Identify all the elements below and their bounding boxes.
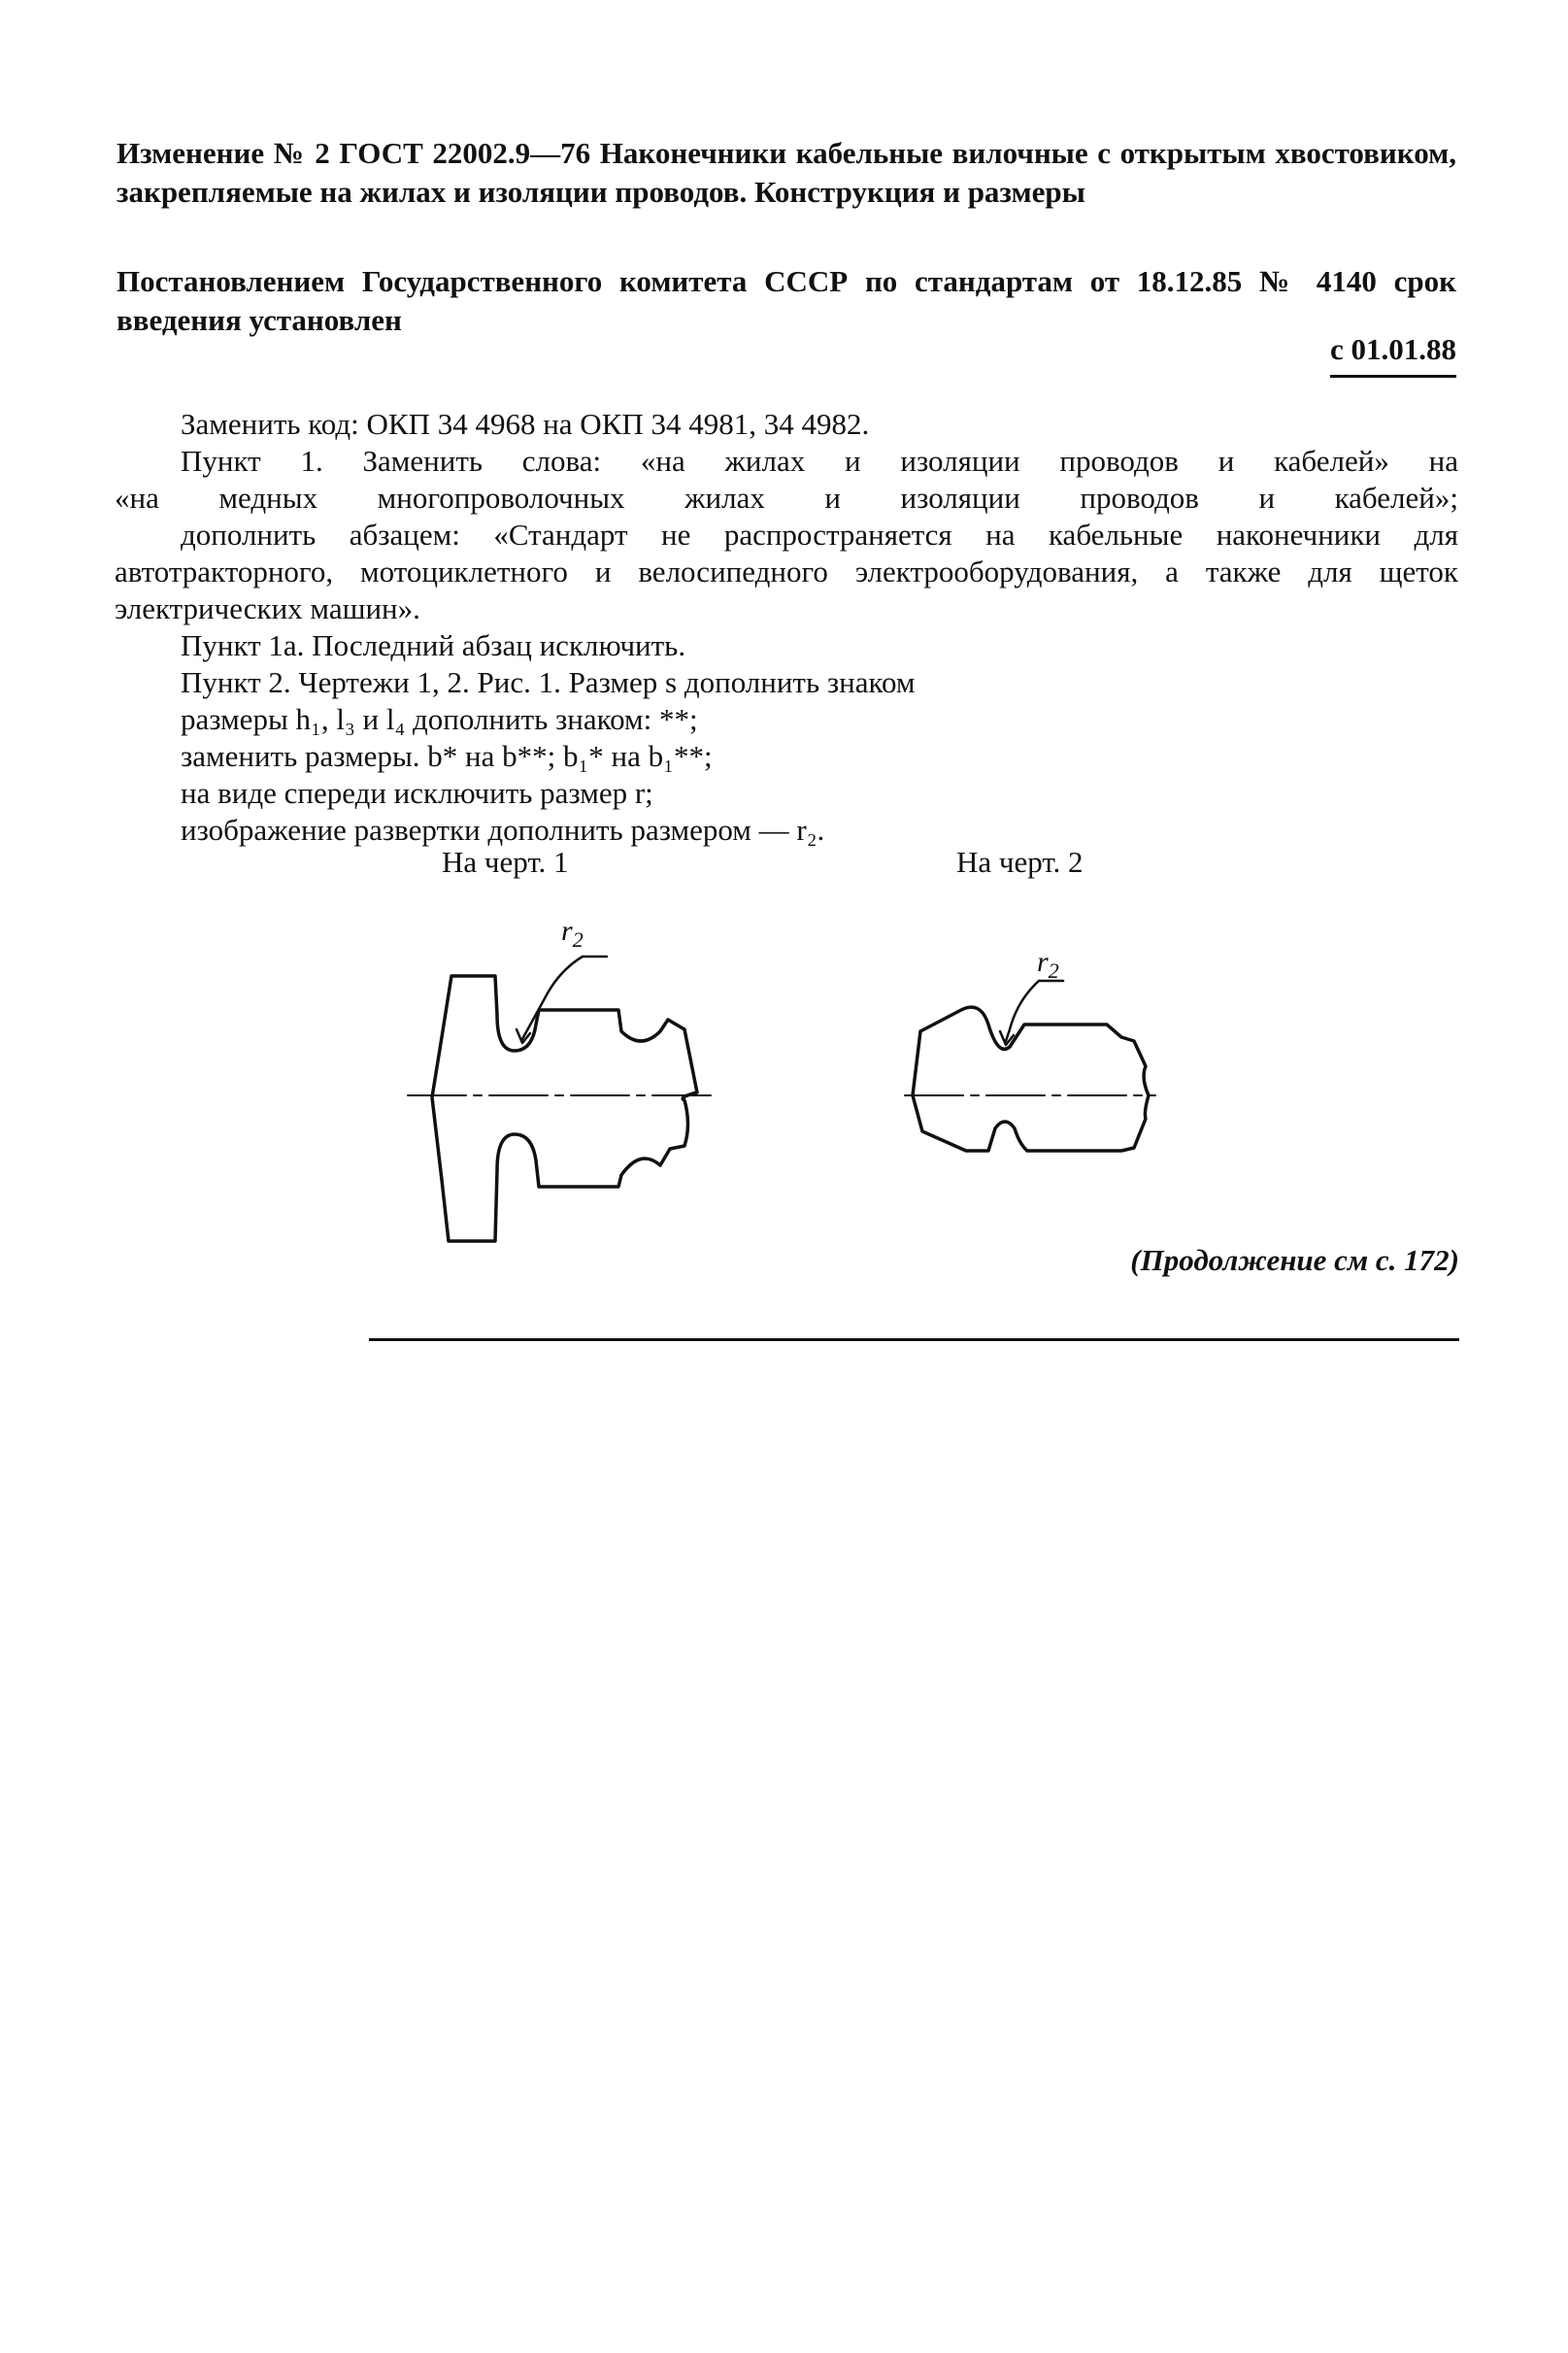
title-rest: Наконечники кабельные вилочные с открытым хвостовиком, закрепляемые на жилах и изоляции проводов. Конструкция и размеры (117, 136, 1456, 209)
paragraph-item1-line1: Пункт 1. Заменить слова: «на жилах и изоляции проводов и кабелей» на (181, 444, 1458, 478)
figure-2-r2-label: $r_2$ (1037, 946, 1059, 983)
effective-date: с 01.01.88 (1330, 332, 1456, 378)
figure-caption-2: На черт. 2 (956, 845, 1084, 879)
drawing-1 (408, 957, 714, 1241)
figure-caption-1: На черт. 1 (442, 845, 569, 879)
paragraph-item1a: Пункт 1а. Последний абзац исключить. (181, 628, 686, 662)
paragraph-supplement: дополнить абзацем: «Стандарт не распространяется на кабельные наконечники для автотракторного, мотоциклетного и велосипедного электрооборудования, а также для щеток электрических машин». (115, 518, 1458, 625)
drawing-2-outline (913, 1007, 1149, 1151)
drawing-1-outline (432, 976, 697, 1241)
figure-1-r2-label: $r_2$ (561, 915, 584, 952)
paragraph-replace: заменить размеры. b* на b**; b₁* на b₁**; (181, 739, 713, 773)
title-lead: Изменение № 2 ГОСТ 22002.9—76 (117, 136, 591, 170)
paragraph-item1-line2: «на медных многопроволочных жилах и изоляции проводов и кабелей»; (115, 481, 1458, 515)
paragraph-front-view: на виде спереди исключить размер r; (181, 776, 653, 810)
drawing-2-leader (1006, 981, 1039, 1041)
paragraph-item2: Пункт 2. Чертежи 1, 2. Рис. 1. Размер s дополнить знаком (181, 665, 916, 699)
drawing-2 (905, 981, 1155, 1151)
bottom-divider (369, 1338, 1459, 1341)
paragraph-dimensions: размеры h₁, l₃ и l₄ дополнить знаком: **; (181, 702, 698, 736)
paragraph-development: изображение развертки дополнить размером — r₂. (181, 813, 825, 847)
drawing-1-leader (522, 957, 583, 1039)
continuation-note: (Продолжение см с. 172) (1130, 1243, 1459, 1277)
paragraph-code: Заменить код: ОКП 34 4968 на ОКП 34 4981, 34 4982. (181, 407, 870, 441)
decree-text: Постановлением Государственного комитета СССР по стандартам от 18.12.85 № 4140 срок введения установлен (117, 264, 1456, 337)
